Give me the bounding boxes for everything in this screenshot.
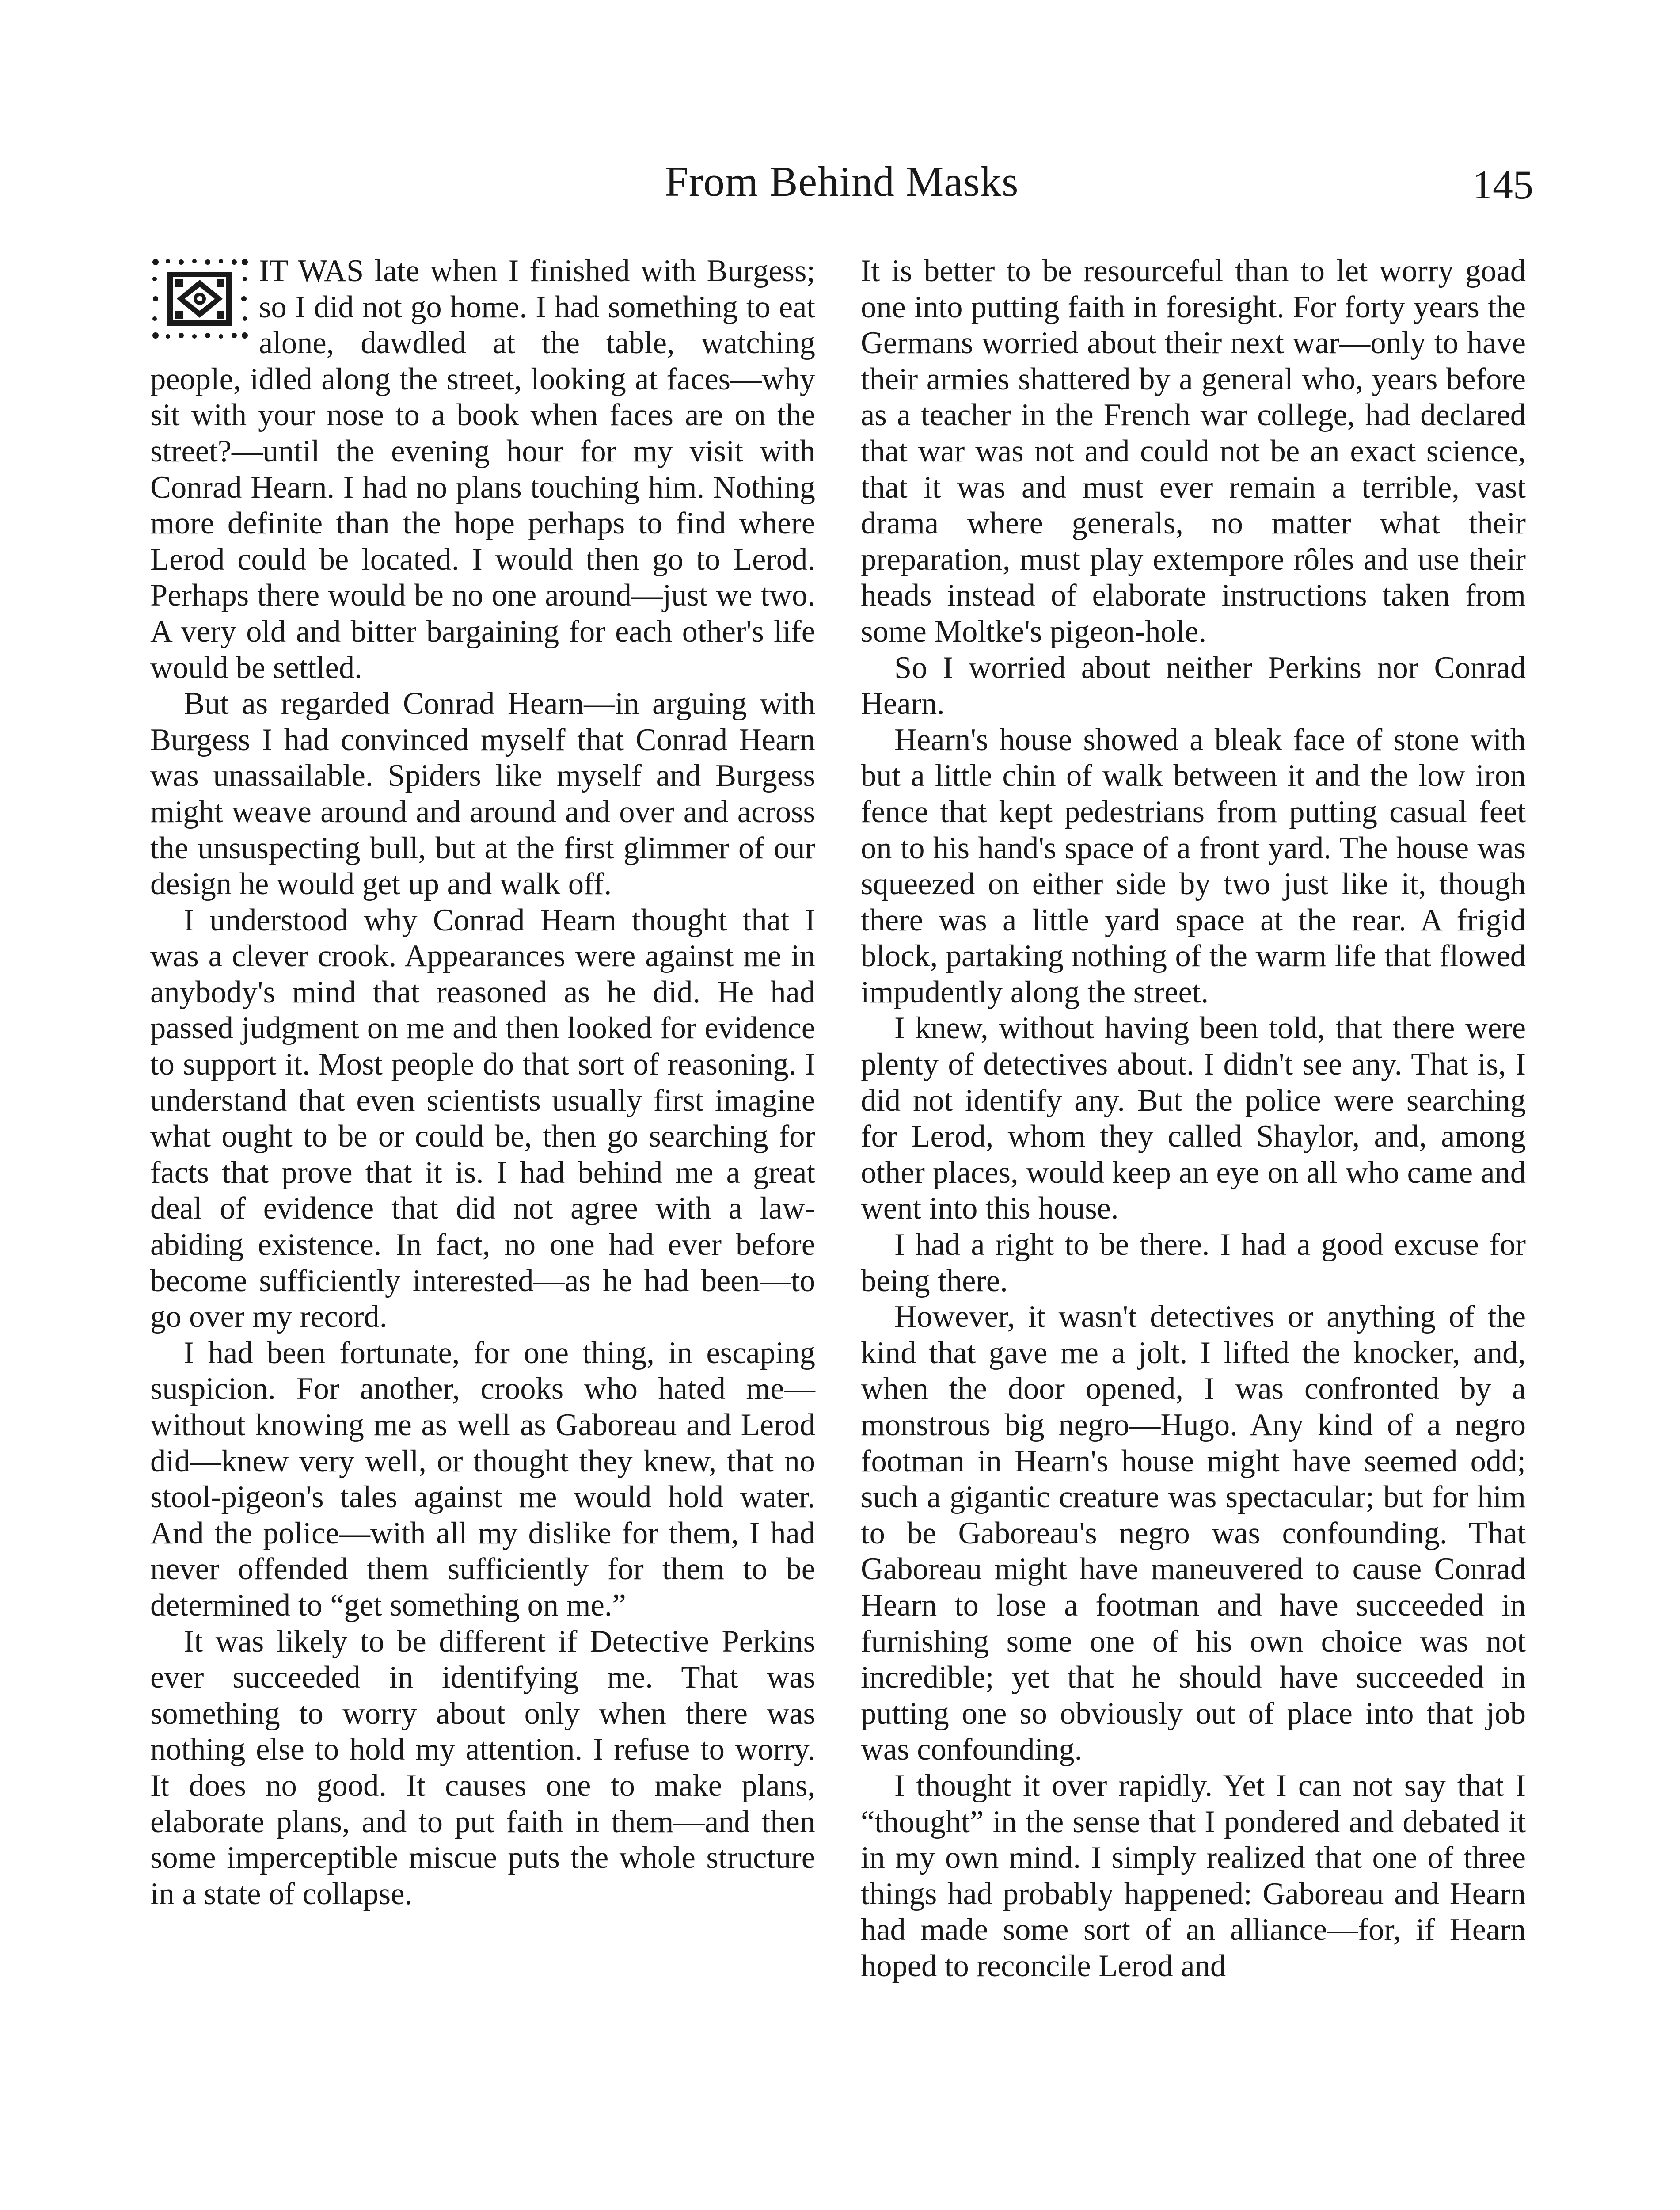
left-column [150, 253, 815, 1912]
paragraph: I knew, without having been told, that there were plenty of detectives about. I didn't see any. That is, I did not identify any. But the police were searching for Lerod, whom they called Shaylor, and, among other places, would keep an eye on all who came and went into this house. [861, 1011, 1526, 1226]
paragraph: I understood why Conrad Hearn thought that I was a clever crook. Appearances were against me in anybody's mind that reasoned as he did. He had passed judgment on me and then looked for evidence to support it. Most people do that sort of reasoning. I understand that even scientists usually first imagine what ought to be or could be, then go searching for facts that prove that it is. I had behind me a great deal of evidence that did not agree with a law-abiding existence. In fact, no one had ever before become sufficiently interested—as he had been—to go over my record. [150, 903, 815, 1334]
ornament-icon [150, 257, 249, 341]
paragraph: IT WAS late when I finished with Burgess; so I did not go home. I had something to eat alone, dawdled at the table, watching people, idled along the street, looking at faces—why sit with your nose to a book when faces are on the street?—until the evening hour for my visit with Conrad Hearn. I had no plans touching him. Nothing more definite than the hope perhaps to find where Lerod could be located. I would then go to Lerod. Perhaps there would be no one around—just we two. A very old and bitter bargaining for each other's life would be settled. [150, 254, 815, 685]
paragraph: It was likely to be different if Detective Perkins ever succeeded in identifying me. That was something to worry about only when there was nothing else to hold my attention. I refuse to worry. It does no good. It causes one to make plans, elaborate plans, and to put faith in them—and then some imperceptible miscue puts the whole structure in a state of collapse. [150, 1624, 815, 1911]
running-title: From Behind Masks [665, 158, 1019, 205]
page-number: 145 [1472, 162, 1533, 207]
right-column [861, 253, 1526, 1985]
paragraph: I had a right to be there. I had a good excuse for being there. [861, 1227, 1526, 1298]
paragraph: I thought it over rapidly. Yet I can not say that I “thought” in the sense that I pondered and debated it in my own mind. I simply realized that one of three things had probably happened: Gaboreau and Hearn had made some sort of an alliance—for, if Hearn hoped to reconcile Lerod and [861, 1768, 1526, 1983]
paragraph: Hearn's house showed a bleak face of stone with but a little chin of walk between it and the low iron fence that kept pedestrians from putting casual feet on to his hand's space of a front yard. The house was squeezed on either side by two just like it, though there was a little yard space at the rear. A frigid block, partaking nothing of the warm life that flowed impudently along the street. [861, 722, 1526, 1010]
page-header [150, 157, 1533, 214]
paragraph: But as regarded Conrad Hearn—in arguing with Burgess I had convinced myself that Conrad Hearn was unassailable. Spiders like myself and Burgess might weave around and around and over and across the unsuspecting bull, but at the first glimmer of our design he would get up and walk off. [150, 686, 815, 902]
book-page [150, 157, 1533, 2210]
paragraph: I had been fortunate, for one thing, in escaping suspicion. For another, crooks who hated me—without knowing me as well as Gaboreau and Lerod did—knew very well, or thought they knew, that no stool-pigeon's tales against me would hold water. And the police—with all my dislike for them, I had never offended them sufficiently for them to be determined to “get something on me.” [150, 1335, 815, 1623]
paragraph: So I worried about neither Perkins nor Conrad Hearn. [861, 650, 1526, 721]
paragraph: However, it wasn't detectives or anything of the kind that gave me a jolt. I lifted the knocker, and, when the door opened, I was confronted by a monstrous big negro—Hugo. Any kind of a negro footman in Hearn's house might have seemed odd; such a gigantic creature was spectacular; but for him to be Gaboreau's negro was confounding. That Gaboreau might have maneuvered to cause Conrad Hearn to lose a footman and have succeeded in furnishing some one of his own choice was not incredible; yet that he should have succeeded in putting one so obviously out of place into that job was confounding. [861, 1299, 1526, 1767]
paragraph: It is better to be resourceful than to let worry goad one into putting faith in foresight. For forty years the Germans worried about their next war—only to have their armies shattered by a general who, years before as a teacher in the French war college, had declared that war was not and could not be an exact science, that it was and must ever remain a terrible, vast drama where generals, no matter what their preparation, must play extempore rôles and use their heads instead of elaborate instructions taken from some Moltke's pigeon-hole. [861, 254, 1526, 649]
decorative-initial-ornament [150, 257, 249, 341]
